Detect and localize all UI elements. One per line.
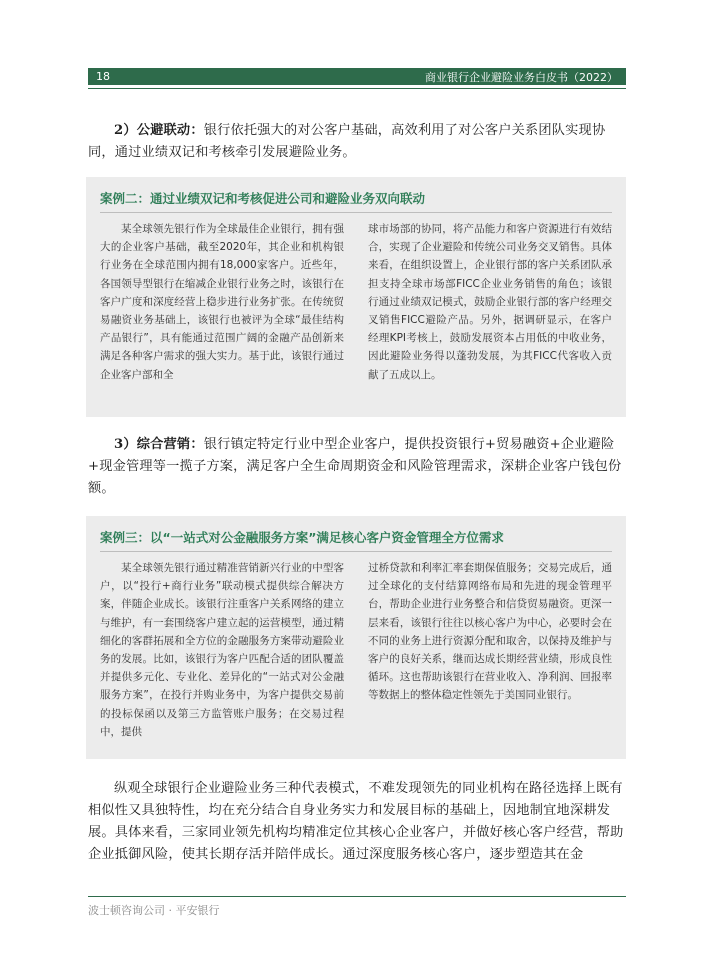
section-3-paragraph <box>88 434 628 500</box>
document-title: 商业银行企业避险业务白皮书（2022） <box>425 70 618 84</box>
case-study-2-left-column: 某全球领先银行作为全球最佳企业银行，拥有强大的企业客户基础，截至2020年，其企业和机构银行业务在全球范围内拥有18,000家客户。近些年，各国领导型银行在缩减企业银行业务之时，该银行在客户广度和深度经营上稳步进行业务扩张。在传统贸易融资业务基础上，该银行也被评为全球“最佳结构产品银行”，具有能通过范围广阔的金融产品创新来满足各种客户需求的强大实力。基于此，该银行通过企业客户部和全 <box>100 223 344 381</box>
case-study-3-title: 案例三：以“一站式对公金融服务方案”满足核心客户资金管理全方位需求 <box>100 530 504 545</box>
footer-divider <box>88 896 626 897</box>
section-3-heading: 3）综合营销： <box>114 437 204 452</box>
case-study-2-divider <box>100 212 612 213</box>
section-2-paragraph <box>88 120 628 164</box>
case-study-2-box <box>86 177 626 417</box>
conclusion-paragraph: 纵观全球银行企业避险业务三种代表模式，不难发现领先的同业机构在路径选择上既有相似性又具独特性，均在充分结合自身业务实力和发展目标的基础上，因地制宜地深耕发展。具体来看，三家同业领先机构均精准定位其核心企业客户，并做好核心客户经营，帮助企业抵御风险，使其长期存活并陪伴成长。通过深度服务核心客户，逐步塑造其在金 <box>88 781 624 862</box>
section-2-text: 银行依托强大的对公客户基础，高效利用了对公客户关系团队实现协同，通过业绩双记和考核牵引发展避险业务。 <box>88 123 606 160</box>
case-study-3-right-column: 过桥贷款和利率汇率套期保值服务；交易完成后，通过全球化的支付结算网络布局和先进的现金管理平台，帮助企业进行业务整合和信贷贸易融资。更深一层来看，该银行往往以核心客户为中心，必要时会在不同的业务上进行资源分配和取舍，以保持及维护与客户的良好关系，继而达成长期经营业绩，形成良性循环。这也帮助该银行在营业收入、净利润、回报率等数据上的整体稳定性领先于美国同业银行。 <box>368 562 612 702</box>
page-number: 18 <box>96 70 110 83</box>
case-study-3-left-column: 某全球领先银行通过精准营销新兴行业的中型客户，以“投行+商行业务”联动模式提供综合解决方案，伴随企业成长。该银行注重客户关系网络的建立与维护，有一套围绕客户建立起的运营模型，通过精细化的客群拓展和全方位的金融服务方案带动避险业务的发展。比如，该银行为客户匹配合适的团队覆盖并提供多元化、专业化、差异化的“一站式对公金融服务方案”，在投行并购业务中，为客户提供交易前的投标保函以及第三方监管账户服务；在交易过程中，提供 <box>100 562 344 738</box>
section-2-heading: 2）公避联动： <box>114 123 204 138</box>
page-header <box>88 68 626 85</box>
case-study-3-divider <box>100 551 612 552</box>
section-3-text: 银行镇定特定行业中型企业客户，提供投资银行+贸易融资+企业避险+现金管理等一揽子方案，满足客户全生命周期资金和风险管理需求，深耕企业客户钱包份额。 <box>88 437 622 496</box>
case-study-2-title: 案例二：通过业绩双记和考核促进公司和避险业务双向联动 <box>100 191 426 206</box>
case-study-2-right-column: 球市场部的协同，将产品能力和客户资源进行有效结合，实现了企业避险和传统公司业务交叉销售。具体来看，在组织设置上，企业银行部的客户关系团队承担支持全球市场部FICC企业业务销售的角色；该银行通过业绩双记模式，鼓励企业银行部的客户经理交叉销售FICC避险产品。另外，据调研显示，在客户经理KPI考核上，鼓励发展资本占用低的中收业务，因此避险业务得以蓬勃发展，为其FICC代客收入贡献了五成以上。 <box>368 223 612 381</box>
footer-credit: 波士顿咨询公司 · 平安银行 <box>88 904 220 917</box>
header-divider <box>88 88 626 89</box>
case-study-3-box <box>86 516 626 759</box>
